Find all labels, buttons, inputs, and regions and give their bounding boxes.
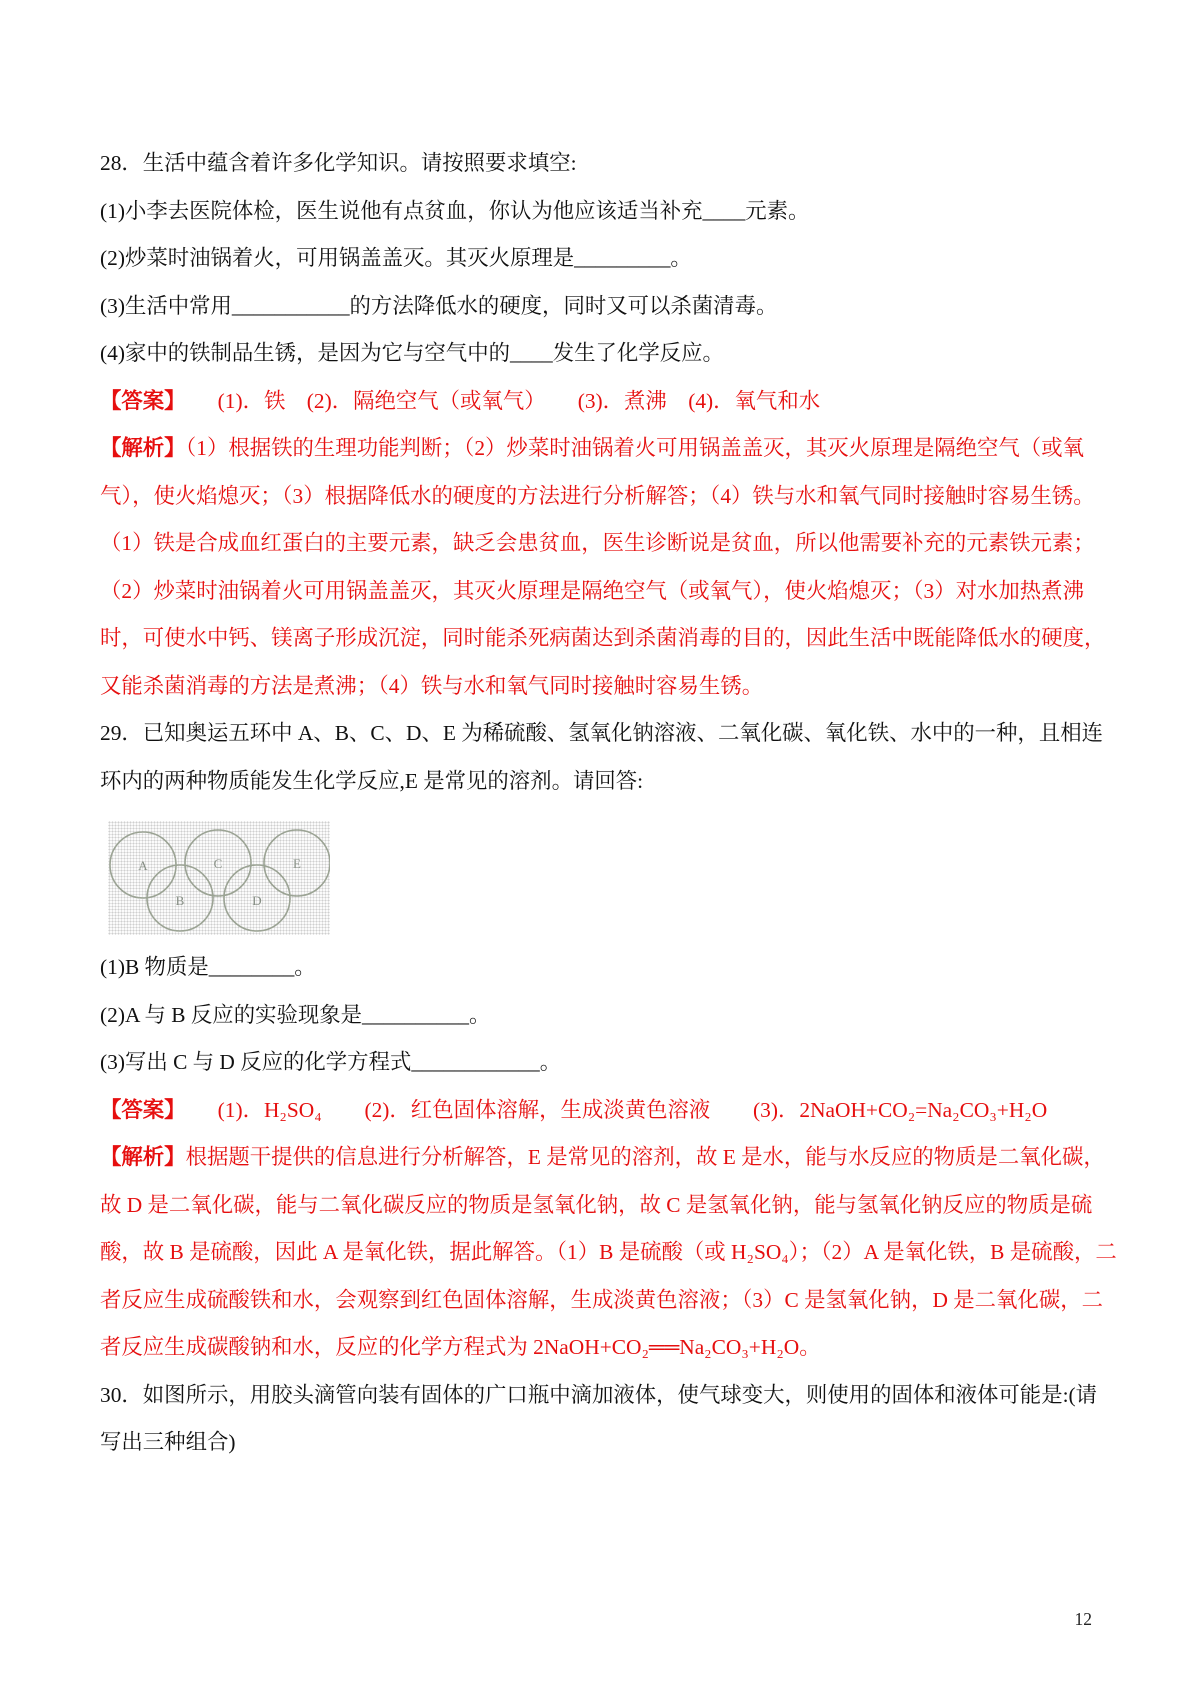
- ring-label-a: A: [138, 858, 148, 873]
- q29-stem: [100, 710, 1104, 805]
- text-line: (2)炒菜时油锅着火，可用锅盖盖灭。其灭火原理是_________。: [100, 246, 692, 270]
- text-line: 时，可使水中钙、镁离子形成沉淀，同时能杀死病菌达到杀菌消毒的目的，因此生活中既能降低水的硬度，: [100, 626, 1106, 650]
- q28-analysis-first-line: [100, 425, 1104, 473]
- text-line: (2)A 与 B 反应的实验现象是__________。: [100, 1002, 491, 1027]
- olympic-rings-figure: [108, 821, 330, 935]
- q28-subquestions: [100, 188, 1104, 378]
- answer-label: 【答案】: [100, 1097, 175, 1122]
- text-line: (3)写出 C 与 D 反应的化学方程式____________。: [100, 1050, 562, 1074]
- analysis-label: 【解析】: [100, 1145, 186, 1169]
- text-line: （1）铁是合成血红蛋白的主要元素，缺乏会患贫血，医生诊断说是贫血，所以他需要补充的元素铁元素；: [100, 531, 1095, 555]
- ring-label-c: C: [213, 856, 223, 871]
- q30-stem: [100, 1372, 1104, 1467]
- q29-subquestions: [100, 944, 1104, 1087]
- text-line: (4)家中的铁制品生锈，是因为它与空气中的____发生了化学反应。: [100, 341, 724, 365]
- analysis-text: 根据题干提供的信息进行分析解答，E 是常见的溶剂，故 E 是水，能与水反应的物质是二氧化碳，: [185, 1145, 1105, 1169]
- q28-analysis: [100, 473, 1104, 711]
- q29-answer-line: [100, 1087, 1104, 1135]
- text-line: 29．已知奥运五环中 A、B、C、D、E 为稀硫酸、氢氧化钠溶液、二氧化碳、氧化铁、水中的一种，且相连: [100, 721, 1103, 745]
- ring-label-b: B: [175, 893, 185, 908]
- answer-label: 【答案】: [100, 388, 175, 413]
- text-line: （2）炒菜时油锅着火可用锅盖盖灭，其灭火原理是隔绝空气（或氧气），使火焰熄灭；（3）对水加热煮沸: [100, 578, 1084, 603]
- ring-label-e: E: [293, 856, 301, 871]
- q28-answer-line: [100, 378, 1104, 426]
- answer-text: (1)．铁 (2)．隔绝空气（或氧气） (3)．煮沸 (4)．氧气和水: [174, 388, 821, 413]
- q29-analysis-first-line: [100, 1134, 1104, 1182]
- q28-title: 28．生活中蕴含着许多化学知识。请按照要求填空:: [100, 151, 577, 175]
- page-number: 12: [1074, 1609, 1092, 1629]
- text-line: 气），使火焰熄灭；（3）根据降低水的硬度的方法进行分析解答；（4）铁与水和氧气同时接触时容易生锈。: [100, 483, 1095, 508]
- text-line: 环内的两种物质能发生化学反应,E 是常见的溶剂。请回答:: [100, 768, 644, 793]
- text-line: 酸，故 B 是硫酸，因此 A 是氧化铁，据此解答。（1）B 是硫酸（或 H₂SO₄）；（2）A 是氧化铁，B 是硫酸，二: [100, 1240, 1117, 1264]
- q29-analysis: [100, 1182, 1117, 1372]
- text-line: (1)小李去医院体检，医生说他有点贫血，你认为他应该适当补充____元素。: [100, 198, 810, 223]
- text-line: 写出三种组合): [100, 1430, 236, 1454]
- analysis-label: 【解析】: [100, 436, 186, 460]
- text-line: 者反应生成碳酸钠和水，反应的化学方程式为 2NaOH+CO₂══Na₂CO₃+H₂O。: [100, 1335, 821, 1359]
- text-line: (1)B 物质是________。: [100, 955, 316, 979]
- analysis-text: （1）根据铁的生理功能判断；（2）炒菜时油锅着火可用锅盖盖灭，其灭火原理是隔绝空气（或氧: [185, 436, 1084, 460]
- text-line: 者反应生成硫酸铁和水，会观察到红色固体溶解，生成淡黄色溶液；（3）C 是氢氧化钠，D 是二氧化碳，二: [100, 1287, 1103, 1312]
- text-line: 30．如图所示，用胶头滴管向装有固体的广口瓶中滴加液体，使气球变大，则使用的固体和液体可能是:(请: [100, 1382, 1098, 1407]
- document-body: [100, 140, 1117, 1467]
- answer-text: (1)．H₂SO₄ (2)．红色固体溶解，生成淡黄色溶液 (3)．2NaOH+CO₂=Na₂CO₃+H₂O: [174, 1097, 1048, 1122]
- text-line: (3)生活中常用___________的方法降低水的硬度，同时又可以杀菌清毒。: [100, 293, 778, 318]
- text-line: 又能杀菌消毒的方法是煮沸；（4）铁与水和氧气同时接触时容易生锈。: [100, 673, 764, 698]
- ring-label-d: D: [252, 893, 262, 908]
- text-line: 故 D 是二氧化碳，能与二氧化碳反应的物质是氢氧化钠，故 C 是氢氧化钠，能与氢氧化钠反应的物质是硫: [100, 1192, 1093, 1217]
